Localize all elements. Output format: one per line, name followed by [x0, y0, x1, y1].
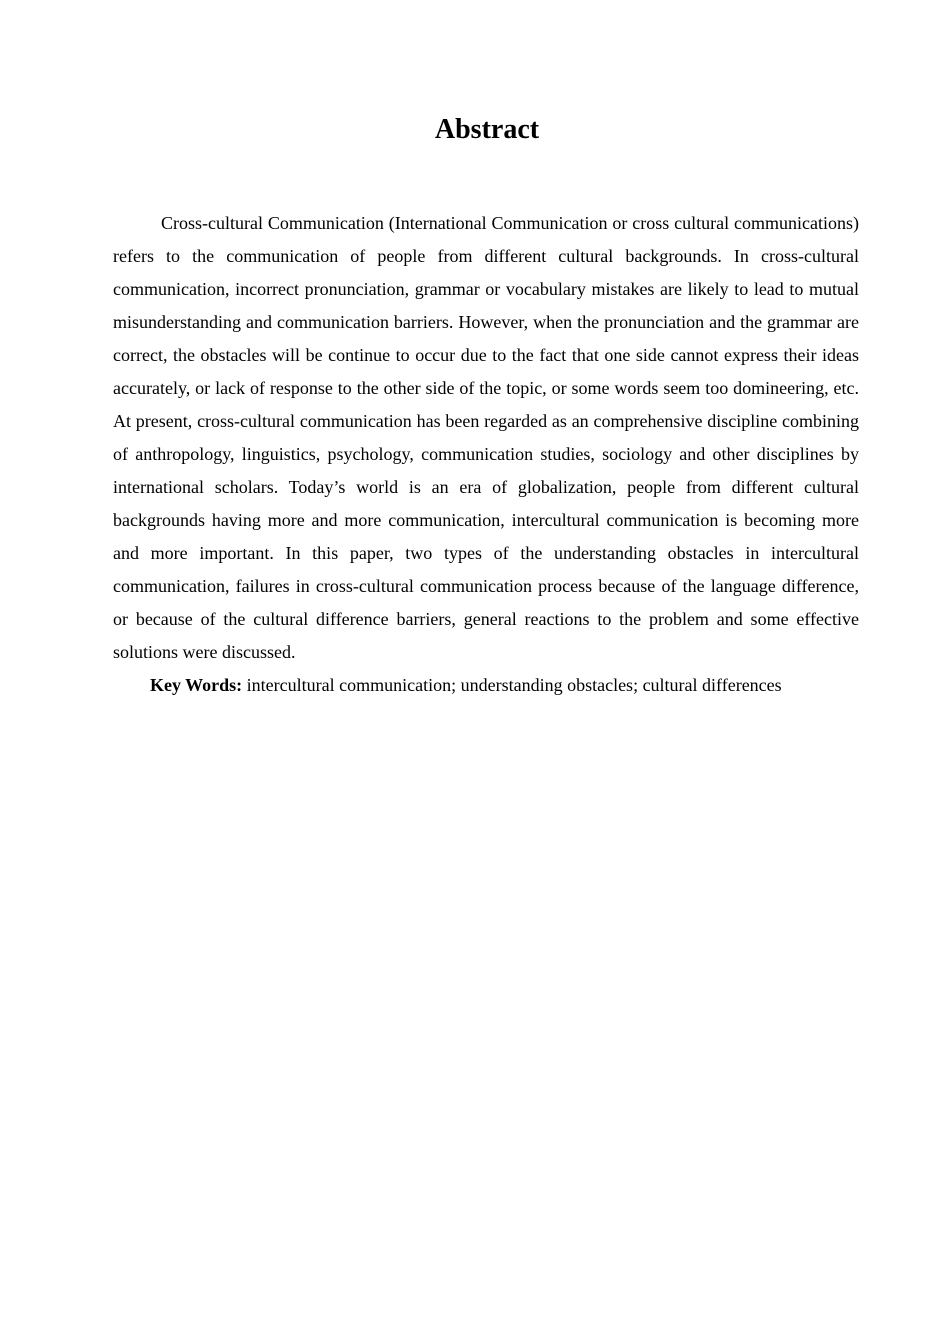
- keywords-value: intercultural communication; understanding obstacles; cultural differences: [242, 675, 782, 695]
- keywords-label: Key Words:: [150, 675, 243, 695]
- abstract-body: [113, 207, 859, 702]
- page-title: Abstract: [434, 114, 540, 145]
- keywords-line: [113, 669, 859, 702]
- abstract-paragraph: Cross-cultural Communication (International Communication or cross cultural communications) refers to the communication of people from different cultural backgrounds. In cross-cultural communication, incorrect pronunciation, grammar or vocabulary mistakes are likely to lead to mutual misunderstanding and communication barriers. However, when the pronunciation and the grammar are correct, the obstacles will be continue to occur due to the fact that one side cannot express their ideas accurately, or lack of response to the other side of the topic, or some words seem too domineering, etc. At present, cross-cultural communication has been regarded as an comprehensive discipline combining of anthropology, linguistics, psychology, communication studies, sociology and other disciplines by international scholars. Today’s world is an era of globalization, people from different cultural backgrounds having more and more communication, intercultural communication is becoming more and more important. In this paper, two types of the understanding obstacles in intercultural communication, failures in cross-cultural communication process because of the language difference, or because of the cultural difference barriers, general reactions to the problem and some effective solutions were discussed.: [113, 213, 859, 662]
